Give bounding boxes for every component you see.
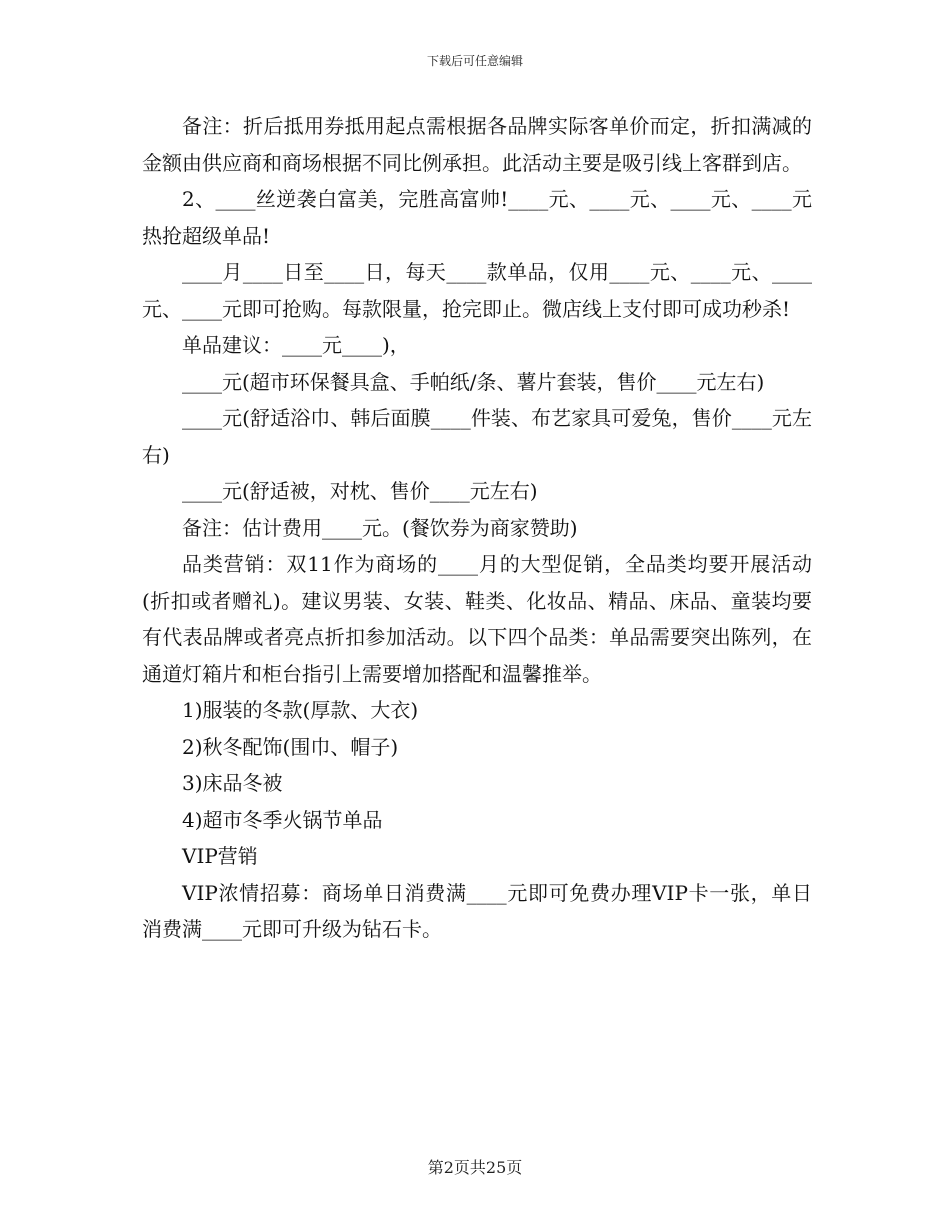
paragraph-product-suggestion: 单品建议：____元____)， <box>182 333 410 357</box>
paragraph-item-2-title: 2、____丝逆袭白富美，完胜高富帅!____元、____元、____元、____元热抢超级单品! <box>142 187 812 248</box>
document-body <box>142 108 812 948</box>
paragraph-product-1: ____元(超市环保餐具盒、手帕纸/条、薯片套装，售价____元左右) <box>182 369 765 394</box>
list-item-1: 1)服装的冬款(厚款、大衣) <box>182 698 419 722</box>
list-item-2: 2)秋冬配饰(围巾、帽子) <box>182 734 399 759</box>
paragraph-flash-sale: ____月____日至____日，每天____款单品，仅用____元、____元、____元、____元即可抢购。每款限量，抢完即止。微店线上支付即可成功秒杀! <box>142 260 812 321</box>
list-item-3: 3)床品冬被 <box>182 771 283 795</box>
page-footer: 第2页共25页 <box>427 1158 523 1177</box>
page-header: 下载后可任意编辑 <box>426 54 523 68</box>
paragraph-vip-recruit: VIP浓情招募：商场单日消费满____元即可免费办理VIP卡一张，单日消费满____元即可升级为钻石卡。 <box>142 880 812 941</box>
paragraph-note-discount: 备注：折后抵用券抵用起点需根据各品牌实际客单价而定，折扣满减的金额由供应商和商场根据不同比例承担。此活动主要是吸引线上客群到店。 <box>142 114 812 175</box>
paragraph-product-3: ____元(舒适被，对枕、售价____元左右) <box>182 479 538 503</box>
paragraph-product-2: ____元(舒适浴巾、韩后面膜____件装、布艺家具可爱兔，售价____元左右) <box>142 406 812 467</box>
paragraph-category-marketing: 品类营销：双11作为商场的____月的大型促销，全品类均要开展活动(折扣或者赠礼)。建议男装、女装、鞋类、化妆品、精品、床品、童装均要有代表品牌或者亮点折扣参加活动。以下四个品类：单品需要突出陈列，在通道灯箱片和柜台指引上需要增加搭配和温馨推举。 <box>142 552 812 686</box>
section-heading-vip: VIP营销 <box>182 844 258 868</box>
list-item-4: 4)超市冬季火锅节单品 <box>182 807 383 832</box>
paragraph-note-cost: 备注：估计费用____元。(餐饮券为商家赞助) <box>182 515 578 540</box>
